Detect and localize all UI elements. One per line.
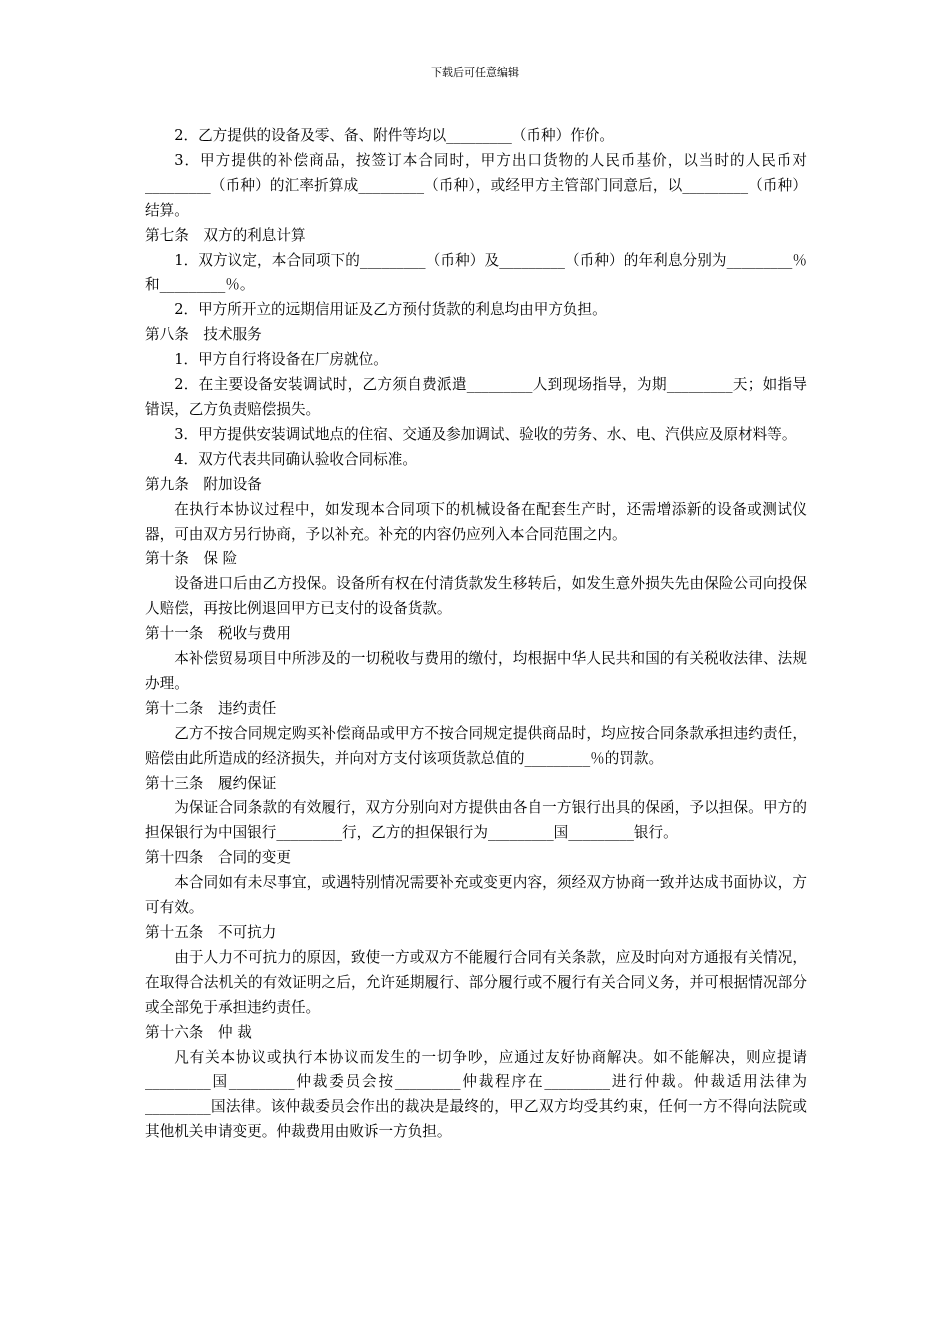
clause-6-item-3: 3．甲方提供的补偿商品，按签订本合同时，甲方出口货物的人民币基价，以当时的人民币对_________（币种）的汇率折算成_________（币种），或经甲方主管部门同意后，以_________（币种）结算。: [145, 151, 807, 219]
clause-8-heading: 第八条 技术服务: [145, 326, 262, 344]
clause-9-heading: 第九条 附加设备: [145, 475, 262, 493]
clause-6-item-2: 2．乙方提供的设备及零、备、附件等均以_________（币种）作价。: [174, 127, 614, 144]
clause-12-heading: 第十二条 违约责任: [145, 699, 277, 717]
contract-body: [145, 124, 807, 1145]
clause-7-heading: 第七条 双方的利息计算: [145, 226, 306, 244]
clause-8-item-3: 3．甲方提供安装调试地点的住宿、交通及参加调试、验收的劳务、水、电、汽供应及原材料等。: [174, 425, 797, 443]
clause-14-heading: 第十四条 合同的变更: [145, 849, 291, 867]
clause-9-body: 在执行本协议过程中，如发现本合同项下的机械设备在配套生产时，还需增添新的设备或测试仪器，可由双方另行协商，予以补充。补充的内容仍应列入本合同范围之内。: [145, 500, 807, 543]
clause-7-item-2: 2．甲方所开立的远期信用证及乙方预付货款的利息均由甲方负担。: [174, 301, 607, 319]
clause-10-heading: 第十条 保 险: [145, 550, 238, 568]
clause-8-item-2: 2．在主要设备安装调试时，乙方须自费派遣_________人到现场指导，为期_________天；如指导错误，乙方负责赔偿损失。: [145, 376, 807, 418]
clause-12-body: 乙方不按合同规定购买补偿商品或甲方不按合同规定提供商品时，均应按合同条款承担违约责任，赔偿由此所造成的经济损失，并向对方支付该项货款总值的_________％的罚款。: [145, 724, 807, 767]
clause-14-body: 本合同如有未尽事宜，或遇特别情况需要补充或变更内容，须经双方协商一致并达成书面协议，方可有效。: [145, 874, 807, 917]
clause-16-body: 凡有关本协议或执行本协议而发生的一切争吵，应通过友好协商解决。如不能解决，则应提请_________国_________仲裁委员会按_________仲裁程序在_________进行仲裁。仲裁适用法律为_________国法律。该仲裁委员会作出的裁决是最终的，甲乙双方均受其约束，任何一方不得向法院或其他机关申请变更。仲裁费用由败诉一方负担。: [145, 1048, 807, 1141]
clause-11-body: 本补偿贸易项目中所涉及的一切税收与费用的缴付，均根据中华人民共和国的有关税收法律、法规办理。: [145, 650, 807, 692]
clause-7-item-1: 1．双方议定，本合同项下的_________（币种）及_________（币种）的年利息分别为_________％和_________％。: [145, 251, 807, 294]
clause-8-item-4: 4．双方代表共同确认验收合同标准。: [174, 450, 417, 468]
page-header: 下载后可任意编辑: [431, 66, 519, 79]
clause-8-item-1: 1．甲方自行将设备在厂房就位。: [174, 351, 388, 369]
clause-16-heading: 第十六条 仲 裁: [145, 1023, 252, 1041]
clause-15-body: 由于人力不可抗力的原因，致使一方或双方不能履行合同有关条款，应及时向对方通报有关情况，在取得合法机关的有效证明之后，允许延期履行、部分履行或不履行有关合同义务，并可根据情况部分或全部免于承担违约责任。: [145, 948, 807, 1016]
clause-15-heading: 第十五条 不可抗力: [145, 924, 277, 941]
clause-11-heading: 第十一条 税收与费用: [145, 625, 291, 643]
clause-13-heading: 第十三条 履约保证: [145, 774, 277, 792]
clause-10-body: 设备进口后由乙方投保。设备所有权在付清货款发生移转后，如发生意外损失先由保险公司向投保人赔偿，再按比例退回甲方已支付的设备货款。: [145, 575, 807, 618]
clause-13-body: 为保证合同条款的有效履行，双方分别向对方提供由各自一方银行出具的保函，予以担保。甲方的担保银行为中国银行_________行，乙方的担保银行为_________国_________银行。: [145, 799, 807, 842]
